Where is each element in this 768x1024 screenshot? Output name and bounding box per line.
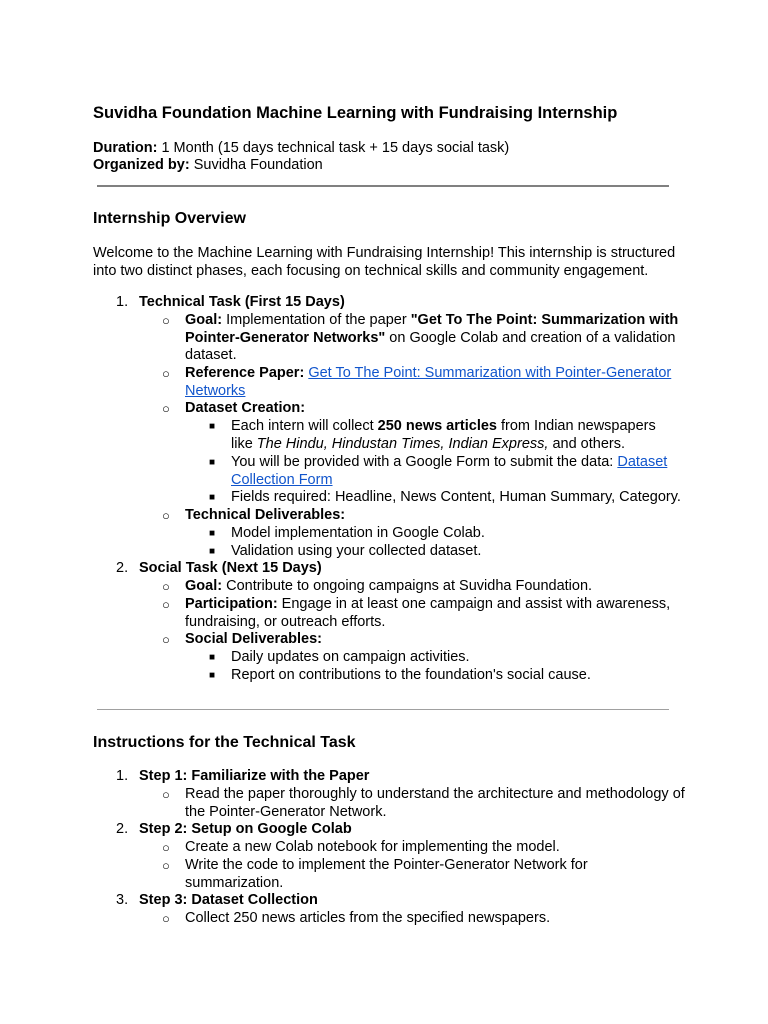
bullet-square: ■ [209, 670, 216, 681]
list-number: 2. [116, 821, 129, 837]
divider-top [97, 185, 669, 187]
collect-text: Each intern will collect [231, 418, 378, 434]
bullet-square: ■ [209, 652, 216, 663]
bullet-square: ■ [209, 546, 216, 557]
social-deliverable-item: Report on contributions to the foundation's social cause. [231, 667, 591, 683]
goal-label: Goal: [185, 578, 223, 594]
step-item: Create a new Colab notebook for implementing the model. [185, 839, 560, 855]
step-item: Collect 250 news articles from the specified newspapers. [185, 910, 551, 926]
technical-goal [185, 312, 685, 365]
bullet-square: ■ [209, 457, 216, 468]
reference-paper-link[interactable]: Get To The Point: Summarization with Pointer-Generator Networks [185, 365, 672, 399]
document-title: Suvidha Foundation Machine Learning with Fundraising Internship [93, 104, 618, 122]
technical-task-label: Technical Task (First 15 Days) [139, 294, 345, 310]
newspaper-names: The Hindu, Hindustan Times, Indian Express, [256, 435, 549, 452]
step-label: Step 1: Familiarize with the Paper [139, 768, 370, 784]
bullet-circle: ○ [162, 401, 170, 416]
list-number: 3. [116, 892, 129, 908]
bullet-circle: ○ [162, 313, 170, 328]
dataset-form-link[interactable]: Dataset Collection Form [231, 454, 668, 488]
list-number: 1. [116, 294, 129, 310]
dataset-creation-label: Dataset Creation: [185, 400, 306, 416]
duration-value: 1 Month (15 days technical task + 15 days social task) [157, 140, 510, 156]
technical-deliverables-label: Technical Deliverables: [185, 507, 346, 523]
overview-heading: Internship Overview [93, 210, 246, 227]
bullet-circle: ○ [162, 840, 170, 855]
list-number: 2. [116, 560, 129, 576]
divider-middle [97, 709, 669, 710]
step-item: Write the code to implement the Pointer-Generator Network for summarization. [185, 857, 588, 891]
bullet-circle: ○ [162, 858, 170, 873]
organizer-label: Organized by: [93, 157, 190, 173]
step-label: Step 3: Dataset Collection [139, 892, 318, 908]
bullet-circle: ○ [162, 508, 170, 523]
fields-required-item: Fields required: Headline, News Content, Human Summary, Category. [231, 489, 681, 505]
social-deliverable-item: Daily updates on campaign activities. [231, 649, 470, 665]
social-participation [185, 596, 685, 631]
form-text: You will be provided with a Google Form to submit the data: [231, 454, 618, 470]
goal-text: Implementation of the paper [222, 312, 411, 328]
collect-text-mid: from Indian newspapers like [231, 418, 656, 452]
participation-text: Engage in at least one campaign and assist with awareness, fundraising, or outreach efforts. [185, 596, 671, 630]
goal-paper-title: "Get To The Point: Summarization with Pointer-Generator Networks" [185, 312, 679, 346]
bullet-circle: ○ [162, 597, 170, 612]
bullet-square: ■ [209, 528, 216, 539]
technical-deliverable-item: Validation using your collected dataset. [231, 543, 482, 559]
dataset-collect-item [231, 418, 681, 453]
bullet-circle: ○ [162, 911, 170, 926]
organizer-value: Suvidha Foundation [189, 157, 323, 173]
collect-count: 250 news articles [377, 418, 497, 434]
social-deliverables-label: Social Deliverables: [185, 631, 323, 647]
bullet-circle: ○ [162, 366, 170, 381]
bullet-circle: ○ [162, 632, 170, 647]
step-label: Step 2: Setup on Google Colab [139, 821, 352, 837]
overview-intro: Welcome to the Machine Learning with Fundraising Internship! This internship is structured into two distinct phases, each focusing on technical skills and community engagement. [93, 245, 676, 279]
bullet-square: ■ [209, 421, 216, 432]
collect-text-end: and others. [548, 435, 625, 452]
social-task-label: Social Task (Next 15 Days) [139, 560, 322, 576]
bullet-circle: ○ [162, 579, 170, 594]
participation-label: Participation: [185, 596, 278, 612]
bullet-circle: ○ [162, 787, 170, 802]
step-item: Read the paper thoroughly to understand the architecture and methodology of the Pointer-Generator Network. [185, 786, 685, 820]
goal-text: Contribute to ongoing campaigns at Suvidha Foundation. [222, 578, 593, 594]
list-number: 1. [116, 768, 129, 784]
technical-deliverable-item: Model implementation in Google Colab. [231, 525, 485, 541]
goal-label: Goal: [185, 312, 223, 328]
reference-label: Reference Paper: [185, 365, 305, 381]
organizer-line [93, 156, 323, 174]
instructions-heading: Instructions for the Technical Task [93, 734, 356, 751]
reference-paper [185, 365, 685, 400]
bullet-square: ■ [209, 492, 216, 503]
duration-line [93, 139, 509, 157]
social-goal [185, 578, 685, 596]
duration-label: Duration: [93, 140, 158, 156]
dataset-form-item [231, 454, 681, 489]
goal-text-end: on Google Colab and creation of a validation dataset. [185, 329, 676, 363]
